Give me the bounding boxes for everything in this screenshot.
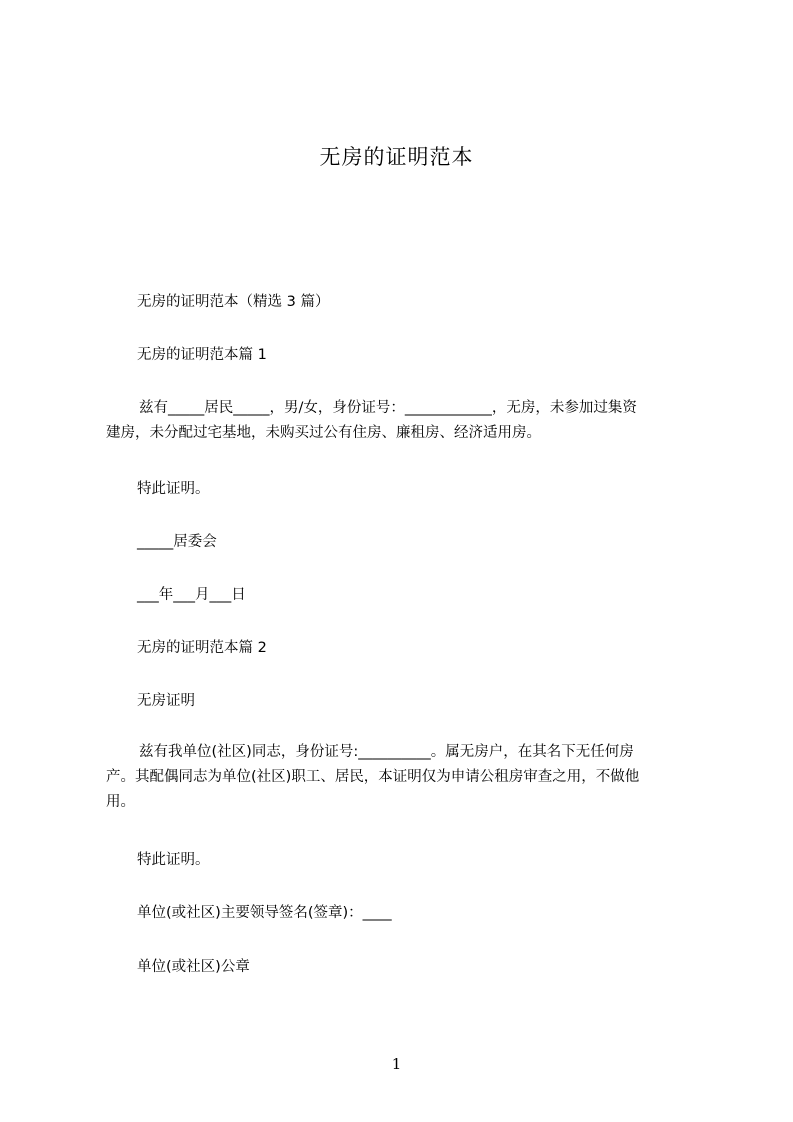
section2-body — [106, 740, 699, 815]
document-title: 无房的证明范本 — [319, 145, 474, 169]
section2-body-line: 兹有我单位(社区)同志，身份证号:__________。属无房户，在其名下无任何房 — [139, 744, 634, 760]
section2-closing: 特此证明。 — [137, 852, 210, 868]
section2-doc-title: 无房证明 — [137, 693, 195, 709]
section1-closing: 特此证明。 — [137, 481, 210, 497]
section1-body — [106, 396, 699, 446]
section2-body-line: 产。其配偶同志为单位(社区)职工、居民，本证明仅为申请公租房审查之用，不做他 — [106, 769, 640, 785]
section1-date: ___年___月___日 — [137, 587, 246, 603]
document-subtitle: 无房的证明范本（精选 3 篇） — [137, 294, 330, 310]
page-number: 1 — [391, 1055, 402, 1073]
section1-heading: 无房的证明范本篇 1 — [137, 347, 267, 363]
section2-heading: 无房的证明范本篇 2 — [137, 640, 267, 656]
section1-body-line: 建房，未分配过宅基地，未购买过公有住房、廉租房、经济适用房。 — [106, 425, 541, 441]
section2-seal-line: 单位(或社区)公章 — [137, 959, 250, 975]
section2-signature-line: 单位(或社区)主要领导签名(签章)：____ — [137, 905, 392, 921]
section2-body-line: 用。 — [106, 794, 135, 810]
section1-body-line: 兹有_____居民_____，男/女，身份证号：____________，无房，未参加过集资 — [139, 400, 637, 416]
section1-issuer: _____居委会 — [137, 534, 217, 550]
